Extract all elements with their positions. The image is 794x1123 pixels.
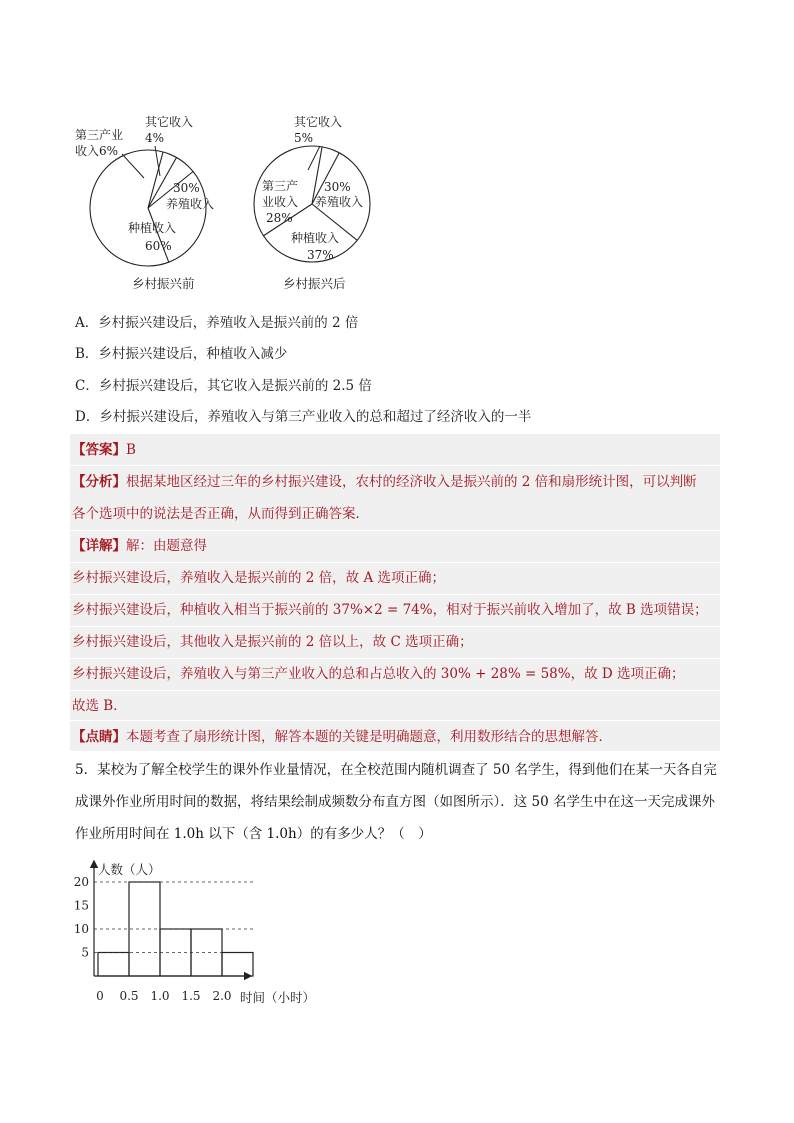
option-a-letter: A． bbox=[75, 315, 99, 331]
pie-charts-svg bbox=[70, 108, 390, 298]
histogram-bar-4 bbox=[191, 929, 222, 976]
detail-line-intro bbox=[72, 536, 207, 556]
before-leader-tertiary bbox=[122, 154, 144, 178]
analysis-line-2: 各个选项中的说法是否正确，从而得到正确答案． bbox=[72, 506, 369, 522]
question5-line-1: 5．某校为了解全校学生的课外作业量情况，在全校范围内随机调查了 50 名学生，得到他们在某一天各自完 bbox=[75, 762, 717, 778]
option-a-text: 乡村振兴建设后，养殖收入是振兴前的 2 倍 bbox=[98, 315, 359, 331]
divider bbox=[70, 720, 720, 721]
x-tick-label: 1.5 bbox=[181, 989, 201, 1003]
answer-tag: 【答案】 bbox=[72, 442, 126, 458]
before-label-tertiary-name: 第三产业 bbox=[75, 128, 124, 142]
comment-tag: 【点睛】 bbox=[72, 729, 126, 745]
histogram-figure bbox=[72, 852, 372, 1012]
option-d-text: 乡村振兴建设后，养殖收入与第三产业收入的总和超过了经济收入的一半 bbox=[99, 409, 532, 425]
histogram-bar-5 bbox=[222, 953, 253, 977]
option-c-text: 乡村振兴建设后，其它收入是振兴前的 2.5 倍 bbox=[98, 378, 372, 394]
histogram-marks bbox=[74, 875, 253, 1003]
detail-line-a: 乡村振兴建设后，养殖收入是振兴前的 2 倍，故 A 选项正确； bbox=[72, 570, 446, 586]
pie-charts-figure bbox=[70, 108, 390, 298]
x-tick-label: 2.0 bbox=[212, 989, 232, 1003]
after-caption: 乡村振兴后 bbox=[283, 276, 346, 291]
divider bbox=[70, 626, 720, 627]
x-tick-label: 0.5 bbox=[119, 989, 139, 1003]
comment-text: 本题考查了扇形统计图，解答本题的关键是明确题意，利用数形结合的思想解答． bbox=[126, 729, 612, 745]
histogram-svg bbox=[72, 852, 372, 1012]
before-label-planting-pct: 60% bbox=[145, 239, 172, 253]
y-tick-label: 5 bbox=[81, 945, 89, 960]
y-tick-label: 20 bbox=[73, 875, 89, 889]
analysis-text-1: 根据某地区经过三年的乡村振兴建设，农村的经济收入是振兴前的 2 倍和扇形统计图，可以判断 bbox=[126, 474, 697, 490]
before-caption: 乡村振兴前 bbox=[132, 276, 195, 291]
detail-tag: 【详解】 bbox=[72, 538, 126, 554]
divider bbox=[70, 658, 720, 659]
question5-line-3: 作业所用时间在 1.0h 以下（含 1.0h）的有多少人？（ ） bbox=[75, 826, 432, 842]
before-label-tertiary-pct: 收入6% bbox=[75, 144, 119, 158]
before-label-breeding-name: 养殖收入 bbox=[166, 197, 215, 211]
conclusion-line: 故选 B． bbox=[72, 698, 127, 714]
after-label-other-pct: 5% bbox=[294, 131, 314, 145]
detail-line-c: 乡村振兴建设后，其他收入是振兴前的 2 倍以上，故 C 选项正确； bbox=[72, 634, 473, 650]
comment-line bbox=[72, 727, 612, 747]
detail-intro: 解：由题意得 bbox=[126, 538, 207, 554]
after-label-breeding-pct: 30% bbox=[324, 180, 351, 194]
option-b-text: 乡村振兴建设后，种植收入减少 bbox=[98, 346, 288, 362]
after-label-tertiary-line1: 第三产 bbox=[262, 179, 299, 193]
question5-line-2: 成课外作业所用时间的数据，将结果绘制成频数分布直方图（如图所示）．这 50 名学生中在这一天完成课外 bbox=[75, 794, 716, 810]
option-b-letter: B． bbox=[75, 346, 99, 362]
after-label-tertiary-pct: 28% bbox=[266, 211, 293, 225]
divider bbox=[70, 690, 720, 691]
option-b[interactable] bbox=[75, 344, 287, 364]
divider bbox=[70, 594, 720, 595]
answer-value: B bbox=[126, 442, 136, 458]
after-label-tertiary-line2: 业收入 bbox=[262, 195, 299, 209]
divider bbox=[70, 530, 720, 531]
before-label-other-name: 其它收入 bbox=[145, 115, 194, 129]
answer-line bbox=[72, 440, 136, 460]
detail-line-b: 乡村振兴建设后，种植收入相当于振兴前的 37%×2 = 74%，相对于振兴前收入增加了，故 B 选项错误； bbox=[72, 602, 708, 618]
x-tick-label: 0 bbox=[96, 989, 104, 1003]
after-label-planting-name: 种植收入 bbox=[291, 231, 340, 245]
analysis-tag: 【分析】 bbox=[72, 474, 126, 490]
before-label-breeding-pct: 30% bbox=[173, 181, 200, 195]
detail-line-d: 乡村振兴建设后，养殖收入与第三产业收入的总和占总收入的 30% + 28% = 58%，故 D 选项正确； bbox=[72, 666, 685, 682]
y-tick-label: 10 bbox=[73, 922, 89, 936]
divider bbox=[70, 465, 720, 466]
x-axis-label: 时间（小时） bbox=[240, 990, 316, 1005]
pie-before-slice-boundary-1 bbox=[148, 152, 163, 208]
pie-before-slice-boundary-4 bbox=[148, 208, 169, 262]
option-c-letter: C． bbox=[75, 378, 99, 394]
after-label-breeding-name: 养殖收入 bbox=[315, 195, 364, 209]
before-label-planting-name: 种植收入 bbox=[128, 221, 177, 235]
divider bbox=[70, 562, 720, 563]
option-d[interactable] bbox=[75, 407, 531, 427]
option-a[interactable] bbox=[75, 313, 358, 333]
x-tick-label: 1.0 bbox=[150, 989, 170, 1003]
y-axis-label: 人数（人） bbox=[98, 862, 161, 877]
histogram-bar-1 bbox=[98, 953, 129, 977]
after-label-planting-pct: 37% bbox=[307, 248, 334, 262]
after-label-other-name: 其它收入 bbox=[294, 115, 343, 129]
before-label-other-pct: 4% bbox=[145, 131, 165, 145]
option-c[interactable] bbox=[75, 376, 372, 396]
option-d-letter: D． bbox=[75, 409, 100, 425]
y-tick-label: 15 bbox=[73, 898, 89, 913]
analysis-line-1 bbox=[72, 472, 697, 492]
